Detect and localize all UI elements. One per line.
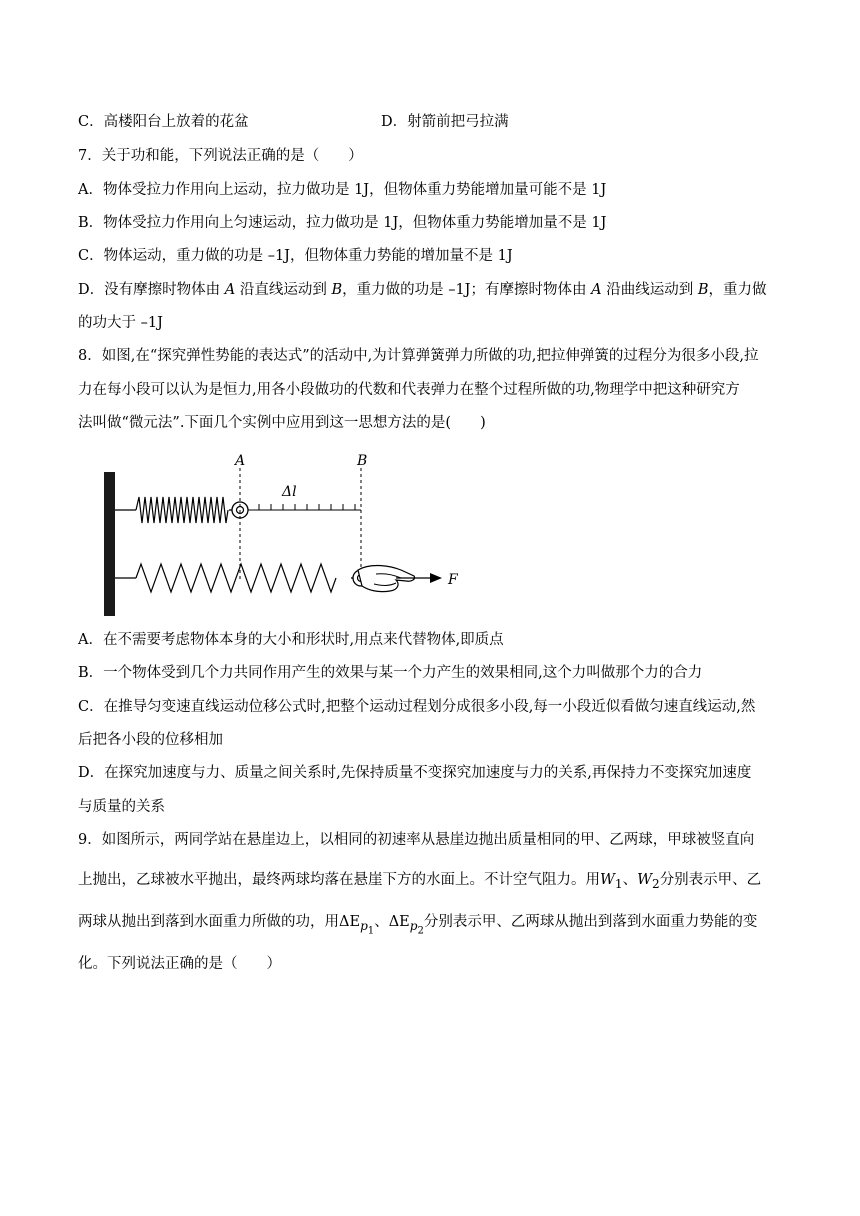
q8-option-c: C．在推导匀变速直线运动位移公式时,把整个运动过程划分成很多小段,每一小段近似看做匀速直线运动,然 — [78, 699, 756, 715]
q8-option-a: A．在不需要考虑物体本身的大小和形状时,用点来代替物体,即质点 — [78, 632, 504, 648]
q9-line4: 化。下列说法正确的是（ ） — [78, 956, 281, 972]
label-f: F — [448, 572, 458, 588]
label-a: A — [235, 453, 246, 469]
q8-stem-line2: 力在每小段可以认为是恒力,用各小段做功的代数和代表弹力在整个过程所做的功,物理学中把这种研究方 — [78, 382, 740, 398]
q9-line3: 两球从抛出到落到水面重力所做的功，用$\Delta E_{p_1}$、$\Delta E_{p_2}$分别表示甲、乙两球从抛出到落到水面重力势能的变 — [78, 914, 758, 937]
q6-option-d: D．射箭前把弓拉满 — [381, 114, 509, 130]
q8-option-d-cont: 与质量的关系 — [78, 799, 165, 815]
q7-option-c: C．物体运动，重力做的功是 –1J，但物体重力势能的增加量不是 1J — [78, 248, 513, 264]
q6-option-c: C．高楼阳台上放着的花盆 — [78, 114, 249, 130]
q8-option-b: B．一个物体受到几个力共同作用产生的效果与某一个力产生的效果相同,这个力叫做那个力的合力 — [78, 665, 703, 681]
q7-stem: 7．关于功和能，下列说法正确的是（ ） — [78, 148, 363, 164]
q7-option-a: A．物体受拉力作用向上运动，拉力做功是 1J，但物体重力势能增加量可能不是 1J — [78, 182, 607, 198]
q7-option-b: B．物体受拉力作用向上匀速运动，拉力做功是 1J，但物体重力势能增加量不是 1J — [78, 215, 607, 231]
wall — [104, 472, 115, 616]
spring-figure — [96, 452, 476, 620]
q9-line2: 上抛出，乙球被水平抛出，最终两球均落在悬崖下方的水面上。不计空气阻力。用$W_1$、$W_2$分别表示甲、乙 — [78, 872, 762, 891]
q8-stem-line3: 法叫做“微元法”.下面几个实例中应用到这一思想方法的是( ) — [78, 415, 486, 431]
q7-option-d: D．没有摩擦时物体由 A 沿直线运动到 B，重力做的功是 –1J；有摩擦时物体由 A 沿曲线运动到 B，重力做 — [78, 282, 767, 298]
q8-option-d: D．在探究加速度与力、质量之间关系时,先保持质量不变探究加速度与力的关系,再保持力不变探究加速度 — [78, 765, 752, 781]
label-delta-l: Δl — [282, 484, 297, 500]
q7-option-d-cont: 的功大于 –1J — [78, 315, 163, 331]
q9-line1: 9．如图所示，两同学站在悬崖边上，以相同的初速率从悬崖边抛出质量相同的甲、乙两球，甲球被竖直向 — [78, 832, 755, 848]
q8-option-c-cont: 后把各小段的位移相加 — [78, 732, 223, 748]
q8-stem-line1: 8．如图,在“探究弹性势能的表达式”的活动中,为计算弹簧弹力所做的功,把拉伸弹簧的过程分为很多小段,拉 — [78, 348, 759, 364]
spring-stretched — [136, 564, 336, 592]
label-b: B — [357, 453, 368, 469]
spring-diagram — [96, 452, 476, 620]
spring-compressed — [136, 497, 228, 523]
